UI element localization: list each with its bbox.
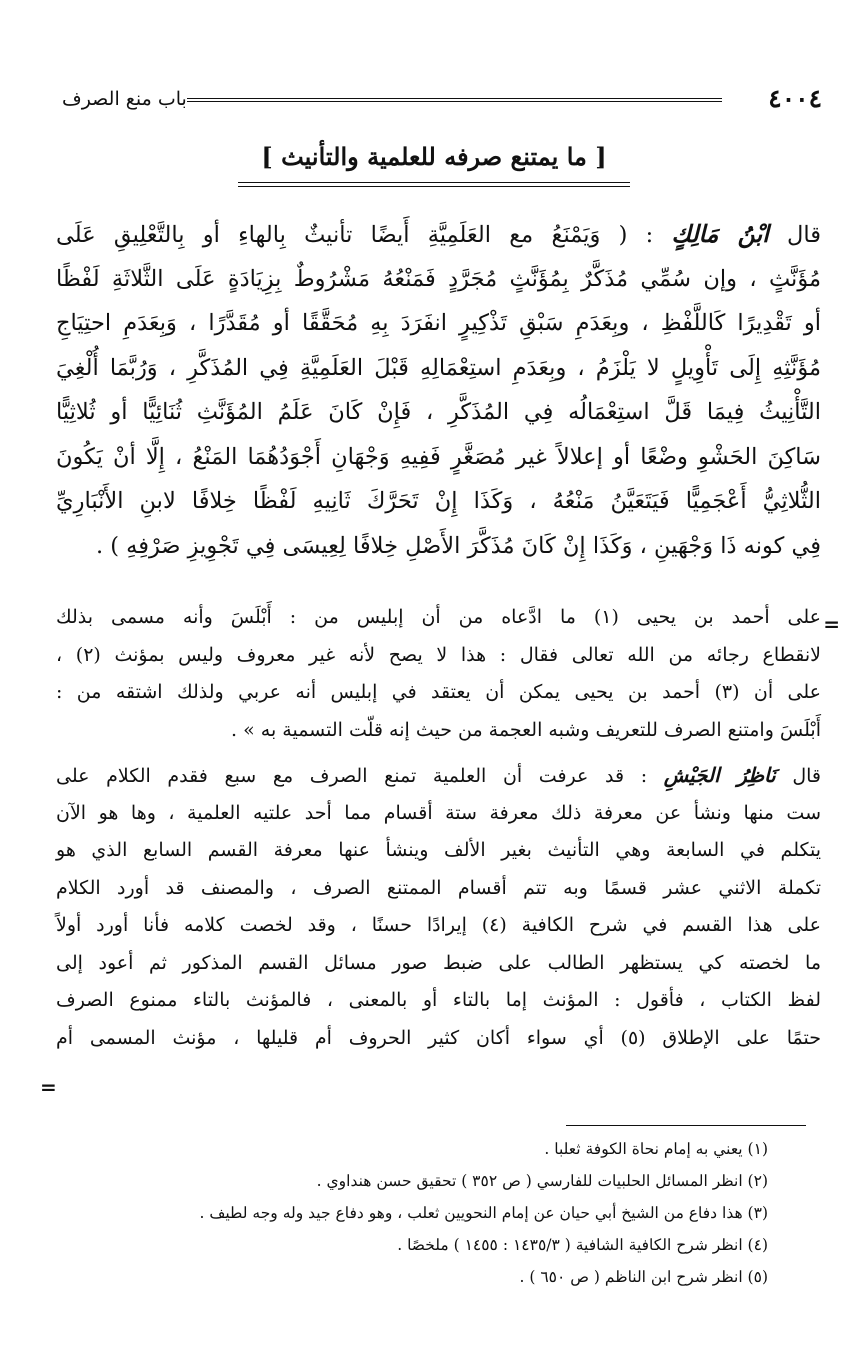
section-title-rule <box>238 182 630 187</box>
author-name-nazir-al-jaysh: نَاظِرُ الجَيْشِ <box>663 763 776 787</box>
section-title: [ ما يمتنع صرفه للعلمية والتأنيث ] <box>261 142 607 171</box>
matn-line: الثُّلاثِيُّ أَعْجَمِيًّا فَيَتَعَيَّنُ مَنْعُهُ ، وَكَذَا إِنْ تَحَرَّكَ ثَانِيهِ لَفْظًا خِلافًا لابنِ الأَنْبَارِيِّ <box>56 488 821 514</box>
commentary-line: ست منها ونشأ عن معرفة ذلك معرفة ستة أقسام مما أحد علتيه العلمية ، وها هو الآن <box>56 801 821 824</box>
matn-line: مُؤَنَّثِهِ إِلَى تَأْوِيلٍ لا يَلْزَمُ ، وبِعَدَمِ استِعْمَالِهِ قَبْلَ العَلَمِيَّةِ فِي المُذَكَّرِ ، وَرُبَّمَا أُلْغِيَ <box>56 354 821 381</box>
matn-line: التَّأْنِيثُ فِيمَا قَلَّ استِعْمَالُه فِي المُذَكَّرِ ، فَإِنْ كَانَ عَلَمُ المُؤَنَّثِ ثُنَائِيًّا أو ثُلاثِيًّا <box>56 399 821 425</box>
footnote-separator <box>566 1125 806 1126</box>
matn-line: فِي كونه ذَا وَجْهَينِ ، وَكَذَا إِنْ كَانَ مُذَكَّرَ الأَصْلِ خِلافًا لِعِيسَى فِي تَجْوِيزِ صَرْفِهِ ) . <box>95 532 821 559</box>
page-number: ٤٠٠٤ <box>768 84 822 113</box>
footnotes <box>68 1133 768 1293</box>
footnote: (٢) انظر المسائل الحلبيات للفارسي ( ص ٣٥٢ ) تحقيق حسن هنداوي . <box>316 1172 768 1190</box>
matn-line: سَاكِنَ الحَشْوِ وضْعًا أو إعلالاً غير مُصَغَّرٍ فَفِيهِ وَجْهَانِ أَجْوَدُهُمَا المَنْعُ ، إِلَّا أنْ يَكُونَ <box>56 443 821 470</box>
footnote: (١) يعني به إمام نحاة الكوفة ثعلبا . <box>544 1140 768 1158</box>
commentary-line: على هذا القسم في شرح الكافية (٤) إيرادًا حسنًا ، وقد لخصت كلامه فأنا أورد أولاً <box>56 914 821 936</box>
commentary-line: تكملة الاثني عشر قسمًا وبه تتم أقسام الممتنع الصرف ، والمصنف قد أورد الكلام <box>56 876 821 899</box>
header-double-rule <box>187 98 722 102</box>
matn-line: أو تَقْدِيرًا كَاللَّفْظِ ، وبِعَدَمِ سَبْقِ تَذْكِيرٍ انفَرَدَ بِهِ مُحَقَّقًا أو مُقَدَّرًا ، وَبِعَدَمِ احتِيَاجِ <box>56 310 821 336</box>
commentary-line: قال نَاظِرُ الجَيْشِ : قد عرفت أن العلمية تمنع الصرف مع سبع فقدم الكلام على <box>56 763 821 787</box>
commentary-line: على أحمد بن يحيى (١) ما ادَّعاه من أن إبليس من : أَبْلَسَ وأنه مسمى بذلك <box>56 606 822 628</box>
footnote: (٣) هذا دفاع من الشيخ أبي حيان عن إمام النحويين ثعلب ، وهو دفاع جيد وله وجه لطيف . <box>199 1204 768 1222</box>
continuation-mark-end: = <box>40 1075 57 1099</box>
commentary-line: يتكلم في السابعة وهي التأنيث بغير الألف وينشأ عنها معرفة القسم السابع الذي هو <box>56 839 821 861</box>
commentary-line: حتمًا على الإطلاق (٥) أي سواء أكان كثير الحروف أم قليلها ، مؤنث المسمى أم <box>56 1026 822 1049</box>
commentary-line: على أن (٣) أحمد بن يحيى يمكن أن يعتقد في إبليس أنه عربي ولذلك اشتقه من : <box>56 681 821 703</box>
commentary-continuation <box>56 599 821 749</box>
chapter-title: باب منع الصرف <box>62 88 187 110</box>
commentary-line: لانقطاع رجائه من الله تعالى فقال : هذا لا يصح لأنه غير معروف وليس بمؤنث (٢) ، <box>56 643 821 666</box>
footnote: (٥) انظر شرح ابن الناظم ( ص ٦٥٠ ) . <box>519 1268 768 1286</box>
continuation-mark-start: = <box>823 612 840 636</box>
author-name-ibn-malik: ابْنُ مَالِكٍ <box>671 220 769 248</box>
matn-line: مُؤَنَّثٍ ، وإن سُمِّي مُذَكَّرٌ بِمُؤَنَّثٍ مُجَرَّدٍ فَمَنْعُهُ مَشْرُوطٌ بِزِيَادَةٍ عَلَى الثَّلاثَةِ لَفْظًا <box>56 265 821 292</box>
commentary-line: لفظ الكتاب ، فأقول : المؤنث إما بالتاء أو بالمعنى ، فالمؤنث بالتاء ممنوع الصرف <box>56 989 821 1011</box>
running-header <box>62 82 822 116</box>
commentary-line: أَبْلَسَ وامتنع الصرف للتعريف وشبه العجمة من حيث إنه قلّت التسمية به » . <box>231 718 821 741</box>
matn-text <box>56 212 821 568</box>
commentary-line: ما لخصته كي يستظهر الطالب على ضبط صور مسائل القسم المذكور ثم أعود إلى <box>56 951 821 974</box>
matn-line: قال ابْنُ مَالِكٍ : ( وَيَمْنَعُ مع العَلَمِيَّةِ أَيضًا تأنيثٌ بِالهاءِ أو بِالتَّعْلِيقِ عَلَى <box>56 220 821 248</box>
commentary-main <box>56 757 821 1057</box>
footnote: (٤) انظر شرح الكافية الشافية ( ١٤٣٥/٣ : ١٤٥٥ ) ملخصًا . <box>397 1236 768 1254</box>
